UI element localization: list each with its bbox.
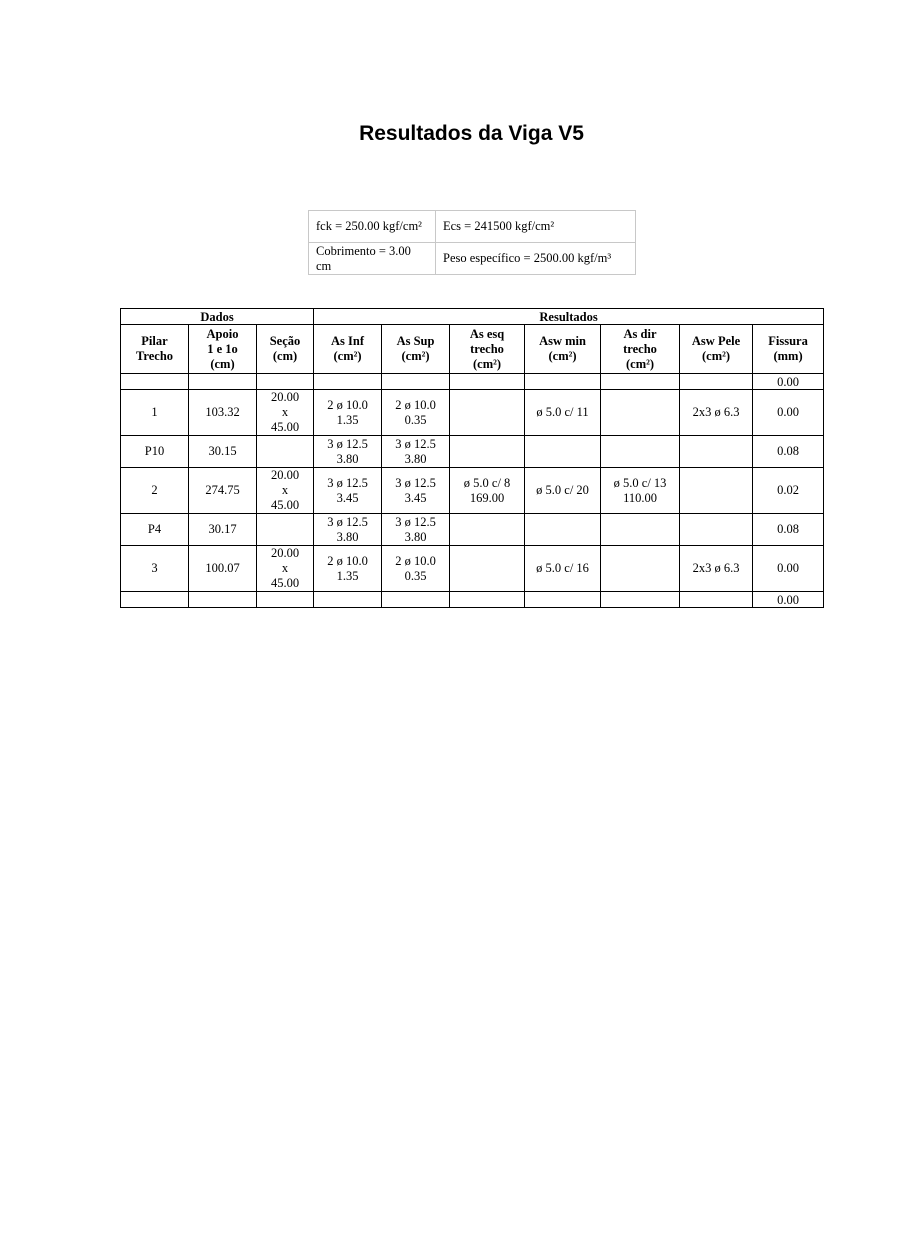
- cell-asw-min: [525, 374, 601, 390]
- cell-as-dir-trecho: [601, 514, 680, 546]
- cell-line: 0.02: [777, 483, 799, 497]
- cell-line: x: [281, 561, 289, 575]
- properties-row: [309, 243, 636, 275]
- cell-secao: [257, 546, 314, 592]
- cell-as-inf: [314, 468, 382, 514]
- cell-as-esq-trecho: [450, 514, 525, 546]
- cell-apoio: [189, 592, 257, 608]
- cell-asw-min: [525, 436, 601, 468]
- cell-line: 3.80: [336, 529, 359, 544]
- cell-line: 1.35: [336, 568, 359, 583]
- column-header-line: Seção: [269, 334, 301, 348]
- cell-line: 30.17: [208, 522, 237, 536]
- column-header-line: (cm²): [473, 356, 502, 371]
- cell-asw-min: [525, 514, 601, 546]
- cell-line: 110.00: [623, 490, 657, 505]
- column-header-line: Fissura: [768, 334, 808, 348]
- cell-as-sup: [382, 468, 450, 514]
- cell-line: 3 ø 12.5: [395, 514, 436, 529]
- cell-apoio: [189, 468, 257, 514]
- cell-asw-min: [525, 592, 601, 608]
- cell-line: 100.07: [205, 561, 240, 575]
- cell-as-esq-trecho: [450, 546, 525, 592]
- cell-as-inf: [314, 374, 382, 390]
- cell-asw-pele: [680, 514, 753, 546]
- cell-fissura: [753, 436, 824, 468]
- table-row: [121, 514, 824, 546]
- table-row: [121, 374, 824, 390]
- material-properties-table: [308, 210, 636, 275]
- cell-line: x: [281, 483, 289, 497]
- cell-line: 3.80: [336, 451, 359, 466]
- ecs-value: Ecs = 241500 kgf/cm²: [436, 211, 636, 243]
- cell-line: 45.00: [270, 498, 300, 512]
- cell-as-sup: [382, 436, 450, 468]
- cell-asw-pele: [680, 468, 753, 514]
- cobrimento-value: Cobrimento = 3.00 cm: [309, 243, 436, 275]
- cell-line: 2 ø 10.0: [327, 553, 368, 568]
- cell-line: 3 ø 12.5: [327, 436, 368, 451]
- cell-line: 0.00: [777, 374, 799, 389]
- cell-line: 2 ø 10.0: [395, 397, 436, 412]
- cell-line: 30.15: [208, 444, 237, 458]
- table-row: [121, 436, 824, 468]
- cell-line: 3 ø 12.5: [327, 475, 368, 490]
- column-header-pilar-trecho: [121, 325, 189, 374]
- cell-as-dir-trecho: [601, 468, 680, 514]
- cell-as-inf: [314, 592, 382, 608]
- cell-as-dir-trecho: [601, 390, 680, 436]
- cell-line: 0.00: [777, 561, 799, 575]
- cell-as-sup: [382, 374, 450, 390]
- column-header-line: Apoio: [206, 326, 239, 341]
- cell-secao: [257, 514, 314, 546]
- cell-pilar-trecho: [121, 436, 189, 468]
- cell-as-dir-trecho: [601, 592, 680, 608]
- cell-apoio: [189, 390, 257, 436]
- cell-pilar-trecho: [121, 468, 189, 514]
- cell-pilar-trecho: [121, 592, 189, 608]
- column-header-as-dir-trecho: [601, 325, 680, 374]
- column-header-secao: [257, 325, 314, 374]
- cell-line: 45.00: [270, 576, 300, 590]
- cell-as-inf: [314, 514, 382, 546]
- fck-value: fck = 250.00 kgf/cm²: [309, 211, 436, 243]
- cell-as-inf: [314, 546, 382, 592]
- cell-line: ø 5.0 c/ 11: [536, 405, 589, 419]
- peso-especifico-value: Peso específico = 2500.00 kgf/m³: [436, 243, 636, 275]
- cell-line: 274.75: [205, 483, 240, 497]
- results-body: [121, 374, 824, 608]
- table-row: [121, 592, 824, 608]
- cell-line: 2: [151, 483, 158, 497]
- cell-line: ø 5.0 c/ 13: [613, 475, 667, 490]
- cell-fissura: [753, 592, 824, 608]
- cell-line: 3 ø 12.5: [327, 514, 368, 529]
- column-header-line: Pilar: [141, 334, 168, 348]
- column-header-apoio: [189, 325, 257, 374]
- column-header-line: (cm²): [626, 356, 655, 371]
- cell-asw-pele: [680, 390, 753, 436]
- cell-line: 169.00: [469, 490, 505, 505]
- cell-fissura: [753, 546, 824, 592]
- cell-line: 2 ø 10.0: [395, 553, 436, 568]
- column-header-line: trecho: [470, 341, 504, 356]
- cell-line: 0.00: [777, 592, 799, 607]
- cell-as-esq-trecho: [450, 468, 525, 514]
- cell-line: 3.80: [404, 451, 427, 466]
- cell-line: 3: [151, 561, 158, 575]
- cell-line: 1: [151, 405, 158, 419]
- cell-line: ø 5.0 c/ 20: [536, 483, 589, 497]
- column-header-line: (cm²): [548, 349, 577, 363]
- cell-line: 0.35: [404, 412, 427, 427]
- column-header-fissura: [753, 325, 824, 374]
- cell-fissura: [753, 390, 824, 436]
- column-header-line: Asw min: [539, 334, 586, 348]
- cell-line: P10: [144, 444, 165, 458]
- group-header-row: [121, 309, 824, 325]
- table-row: [121, 546, 824, 592]
- cell-line: ø 5.0 c/ 16: [536, 561, 589, 575]
- cell-as-sup: [382, 390, 450, 436]
- cell-fissura: [753, 514, 824, 546]
- cell-line: 20.00: [270, 468, 300, 482]
- cell-line: 0.00: [777, 405, 799, 419]
- cell-as-dir-trecho: [601, 374, 680, 390]
- cell-as-inf: [314, 436, 382, 468]
- column-header-line: (mm): [773, 349, 803, 363]
- page-title: Resultados da Viga V5: [359, 122, 584, 145]
- table-row: [121, 468, 824, 514]
- cell-asw-min: [525, 546, 601, 592]
- properties-row: [309, 211, 636, 243]
- cell-pilar-trecho: [121, 374, 189, 390]
- column-header-as-inf: [314, 325, 382, 374]
- cell-line: 3.80: [404, 529, 427, 544]
- cell-as-esq-trecho: [450, 436, 525, 468]
- cell-as-esq-trecho: [450, 374, 525, 390]
- cell-apoio: [189, 514, 257, 546]
- cell-asw-pele: [680, 374, 753, 390]
- column-header-row: [121, 325, 824, 374]
- cell-secao: [257, 390, 314, 436]
- column-header-asw-pele: [680, 325, 753, 374]
- column-header-line: As Sup: [396, 334, 435, 348]
- group-header-dados: Dados: [121, 309, 314, 325]
- column-header-line: 1 e 1o: [207, 341, 238, 356]
- cell-fissura: [753, 468, 824, 514]
- cell-as-inf: [314, 390, 382, 436]
- cell-fissura: [753, 374, 824, 390]
- cell-line: 3.45: [404, 490, 427, 505]
- cell-line: 0.08: [777, 522, 799, 536]
- cell-line: 103.32: [205, 405, 240, 419]
- cell-secao: [257, 374, 314, 390]
- cell-pilar-trecho: [121, 390, 189, 436]
- column-header-line: (cm): [210, 356, 235, 371]
- cell-apoio: [189, 374, 257, 390]
- cell-asw-pele: [680, 592, 753, 608]
- cell-as-sup: [382, 546, 450, 592]
- column-header-line: Asw Pele: [691, 334, 741, 348]
- column-header-asw-min: [525, 325, 601, 374]
- cell-line: ø 5.0 c/ 8: [463, 475, 511, 490]
- column-header-line: As dir: [623, 326, 657, 341]
- cell-line: 2x3 ø 6.3: [692, 561, 740, 575]
- cell-line: 3 ø 12.5: [395, 436, 436, 451]
- cell-apoio: [189, 546, 257, 592]
- cell-line: 3.45: [336, 490, 359, 505]
- column-header-line: (cm²): [333, 349, 362, 363]
- cell-line: 20.00: [270, 390, 300, 404]
- column-header-line: trecho: [623, 341, 657, 356]
- cell-line: 45.00: [270, 420, 300, 434]
- cell-line: 2 ø 10.0: [327, 397, 368, 412]
- cell-pilar-trecho: [121, 514, 189, 546]
- column-header-as-esq-trecho: [450, 325, 525, 374]
- cell-line: 0.35: [404, 568, 427, 583]
- cell-secao: [257, 592, 314, 608]
- cell-as-esq-trecho: [450, 390, 525, 436]
- column-header-line: As esq: [469, 326, 505, 341]
- cell-secao: [257, 468, 314, 514]
- column-header-line: (cm): [272, 349, 298, 363]
- column-header-line: Trecho: [135, 349, 174, 363]
- cell-line: P4: [147, 522, 162, 536]
- column-header-line: (cm²): [702, 349, 731, 363]
- table-row: [121, 390, 824, 436]
- cell-asw-pele: [680, 436, 753, 468]
- cell-secao: [257, 436, 314, 468]
- cell-line: 1.35: [336, 412, 359, 427]
- cell-line: x: [281, 405, 289, 419]
- cell-line: 0.08: [777, 444, 799, 458]
- results-table: [120, 308, 824, 608]
- column-header-line: As Inf: [331, 334, 365, 348]
- cell-apoio: [189, 436, 257, 468]
- cell-as-sup: [382, 514, 450, 546]
- cell-line: 20.00: [270, 546, 300, 560]
- cell-asw-min: [525, 468, 601, 514]
- cell-asw-pele: [680, 546, 753, 592]
- cell-as-esq-trecho: [450, 592, 525, 608]
- cell-asw-min: [525, 390, 601, 436]
- cell-line: 3 ø 12.5: [395, 475, 436, 490]
- column-header-as-sup: [382, 325, 450, 374]
- cell-as-dir-trecho: [601, 436, 680, 468]
- column-header-line: (cm²): [401, 349, 430, 363]
- group-header-resultados: Resultados: [314, 309, 824, 325]
- cell-as-sup: [382, 592, 450, 608]
- cell-line: 2x3 ø 6.3: [692, 405, 740, 419]
- cell-pilar-trecho: [121, 546, 189, 592]
- cell-as-dir-trecho: [601, 546, 680, 592]
